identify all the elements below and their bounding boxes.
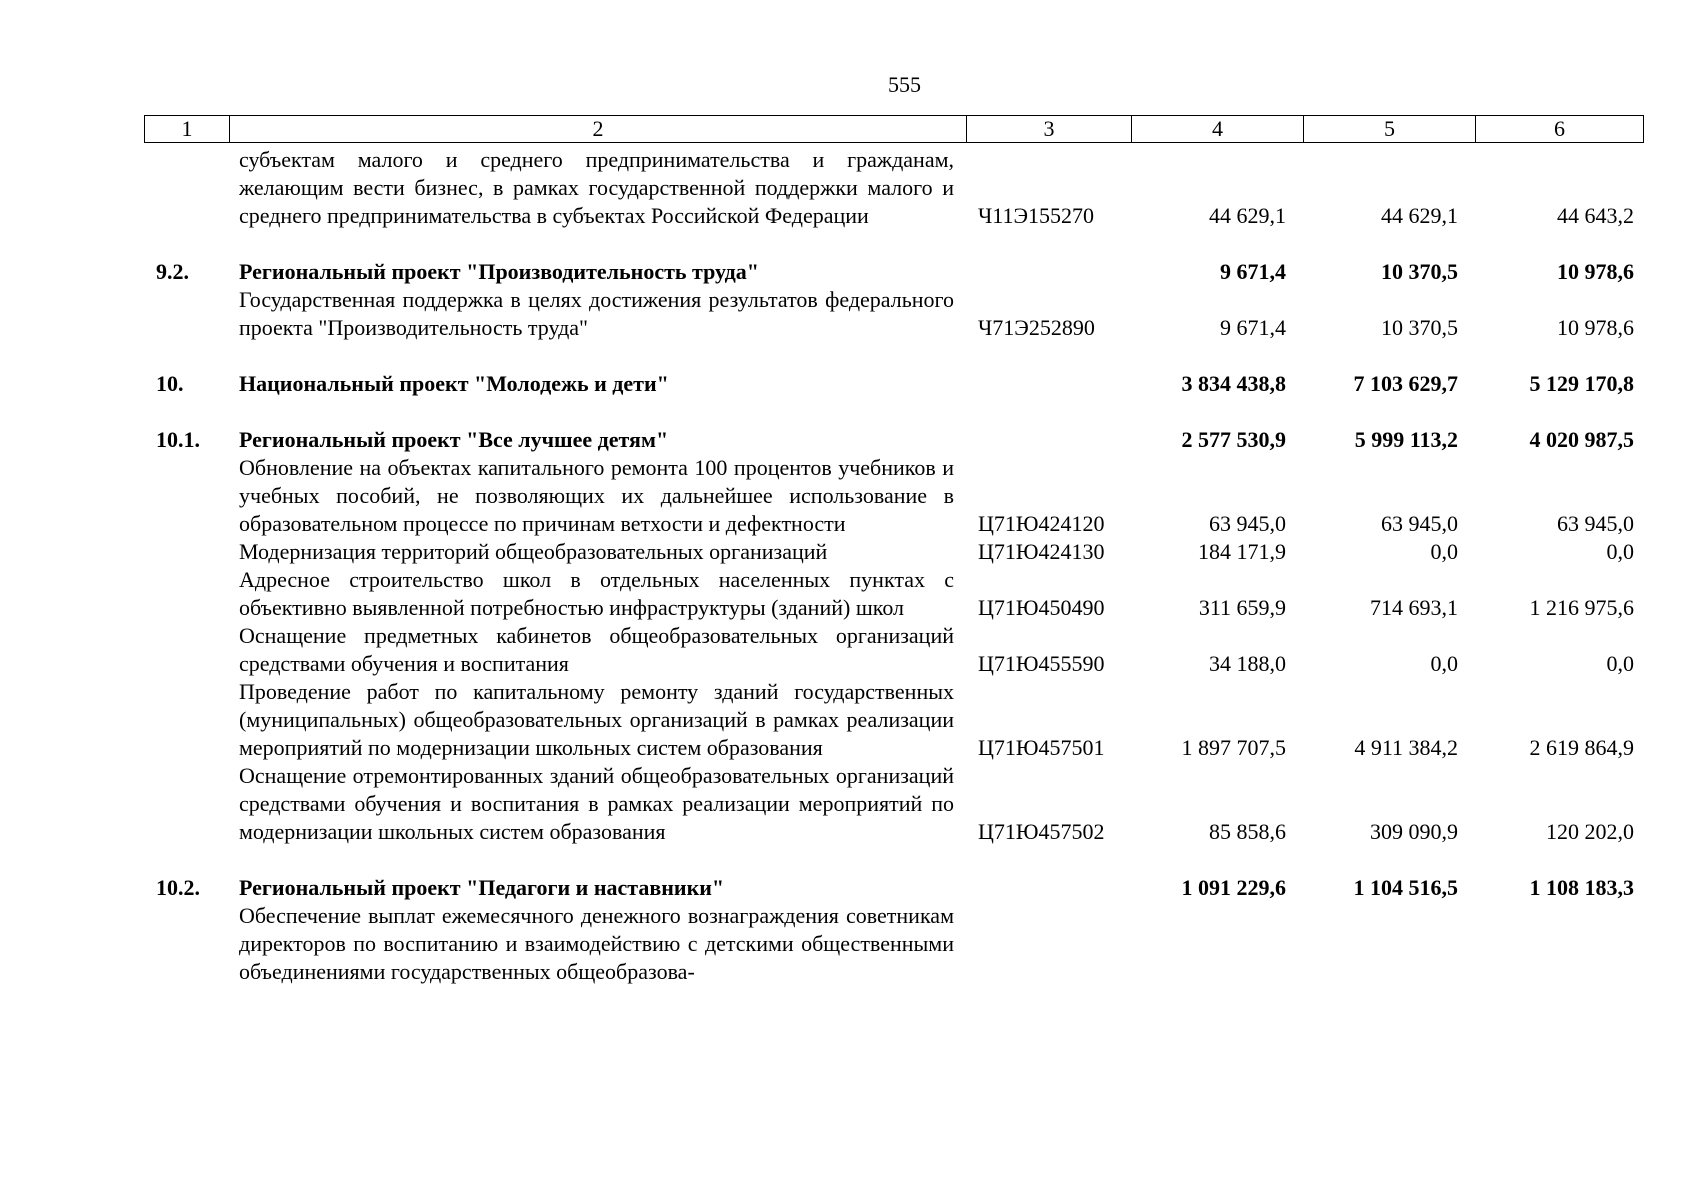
table-row <box>144 678 1644 762</box>
row-code: Ц71Ю457502 <box>978 819 1105 844</box>
row-value-6: 2 619 864,9 <box>1529 735 1634 760</box>
table-row <box>144 454 1644 538</box>
row-code: Ч71Э252890 <box>978 315 1095 340</box>
row-value-5: 5 999 113,2 <box>1354 427 1458 452</box>
header-col-5: 5 <box>1304 116 1476 142</box>
table-row <box>144 538 1644 566</box>
row-value-4: 1 091 229,6 <box>1181 875 1286 900</box>
row-value-5: 10 370,5 <box>1381 315 1458 340</box>
row-name: Адресное строительство школ в отдельных населенных пунктах с объективно выявленной потребностью инфраструктуры (зданий) школ <box>239 567 954 620</box>
row-value-6: 10 978,6 <box>1557 315 1634 340</box>
row-value-6: 120 202,0 <box>1546 819 1634 844</box>
row-value-4: 2 577 530,9 <box>1181 427 1286 452</box>
row-name: Проведение работ по капитальному ремонту зданий государственных (муниципальных) общеобразовательных организаций в рамках реализации мероприятий по модернизации школьных систем образования <box>239 679 954 760</box>
row-value-6: 1 108 183,3 <box>1529 875 1634 900</box>
table-row <box>144 370 1644 398</box>
table-row <box>144 874 1644 902</box>
row-name: Региональный проект "Производительность труда" <box>239 259 759 284</box>
table-row <box>144 426 1644 454</box>
row-value-4: 3 834 438,8 <box>1181 371 1286 396</box>
table-row <box>144 902 1644 986</box>
row-code: Ц71Ю450490 <box>978 595 1105 620</box>
row-value-6: 63 945,0 <box>1557 511 1634 536</box>
row-name: Оснащение предметных кабинетов общеобразовательных организаций средствами обучения и воспитания <box>239 623 954 676</box>
row-number: 10.1. <box>156 427 200 452</box>
row-code: Ц71Ю457501 <box>978 735 1105 760</box>
table-row <box>144 566 1644 622</box>
table-row <box>144 146 1644 230</box>
header-col-4: 4 <box>1132 116 1304 142</box>
row-value-4: 311 659,9 <box>1198 595 1286 620</box>
header-col-6: 6 <box>1554 116 1565 141</box>
row-value-6: 1 216 975,6 <box>1529 595 1634 620</box>
row-value-4: 85 858,6 <box>1209 819 1286 844</box>
row-value-6: 10 978,6 <box>1557 259 1634 284</box>
table-row <box>144 286 1644 342</box>
row-name: Региональный проект "Педагоги и наставники" <box>239 875 725 900</box>
row-value-5: 44 629,1 <box>1381 203 1458 228</box>
row-name: Национальный проект "Молодежь и дети" <box>239 371 669 396</box>
header-col-1: 1 <box>145 116 230 142</box>
row-value-5: 7 103 629,7 <box>1353 371 1458 396</box>
row-name: Оснащение отремонтированных зданий общеобразовательных организаций средствами обучения и воспитания в рамках реализации мероприятий по модернизации школьных систем образования <box>239 763 954 844</box>
row-name: Региональный проект "Все лучшее детям" <box>239 427 669 452</box>
row-code: Ц71Ю424120 <box>978 511 1105 536</box>
row-value-4: 1 897 707,5 <box>1181 735 1286 760</box>
row-value-6: 0,0 <box>1606 539 1634 564</box>
row-name: Обеспечение выплат ежемесячного денежного вознаграждения советникам директоров по воспитанию и взаимодействию с детскими общественными объединениями государственных общеобразова- <box>239 903 954 984</box>
row-value-5: 63 945,0 <box>1381 511 1458 536</box>
header-col-2: 2 <box>230 116 967 142</box>
row-name: субъектам малого и среднего предпринимательства и гражданам, желающим вести бизнес, в рамках государственной поддержки малого и среднего предпринимательства в субъектах Российской Федерации <box>239 147 954 228</box>
row-value-5: 1 104 516,5 <box>1353 875 1458 900</box>
row-code: Ц71Ю455590 <box>978 651 1105 676</box>
row-value-4: 63 945,0 <box>1209 511 1286 536</box>
row-value-4: 9 671,4 <box>1220 315 1286 340</box>
row-number: 9.2. <box>156 259 189 284</box>
row-value-5: 0,0 <box>1430 651 1458 676</box>
row-value-4: 184 171,9 <box>1198 539 1286 564</box>
header-col-3: 3 <box>967 116 1132 142</box>
row-code: Ц71Ю424130 <box>978 539 1105 564</box>
page-number: 555 <box>888 72 921 97</box>
row-value-5: 309 090,9 <box>1370 819 1458 844</box>
row-number: 10. <box>156 371 184 396</box>
row-value-4: 9 671,4 <box>1220 259 1286 284</box>
row-value-4: 34 188,0 <box>1209 651 1286 676</box>
row-code: Ч11Э155270 <box>978 203 1095 228</box>
table-row <box>144 762 1644 846</box>
row-value-5: 10 370,5 <box>1381 259 1458 284</box>
row-number: 10.2. <box>156 875 200 900</box>
row-name: Модернизация территорий общеобразовательных организаций <box>239 539 828 564</box>
table-row <box>144 622 1644 678</box>
row-value-5: 4 911 384,2 <box>1354 735 1458 760</box>
row-name: Государственная поддержка в целях достижения результатов федерального проекта "Производительность труда" <box>239 287 954 340</box>
row-value-5: 0,0 <box>1430 539 1458 564</box>
table-row <box>144 258 1644 286</box>
row-value-6: 0,0 <box>1606 651 1634 676</box>
table-body <box>144 146 1644 986</box>
row-value-4: 44 629,1 <box>1209 203 1286 228</box>
row-value-5: 714 693,1 <box>1370 595 1458 620</box>
table-header <box>144 115 1644 143</box>
row-value-6: 5 129 170,8 <box>1529 371 1634 396</box>
row-name: Обновление на объектах капитального ремонта 100 процентов учебников и учебных пособий, не позволяющих их дальнейшее использование в образовательном процессе по причинам ветхости и дефектности <box>239 455 954 536</box>
row-value-6: 4 020 987,5 <box>1529 427 1634 452</box>
row-value-6: 44 643,2 <box>1557 203 1634 228</box>
